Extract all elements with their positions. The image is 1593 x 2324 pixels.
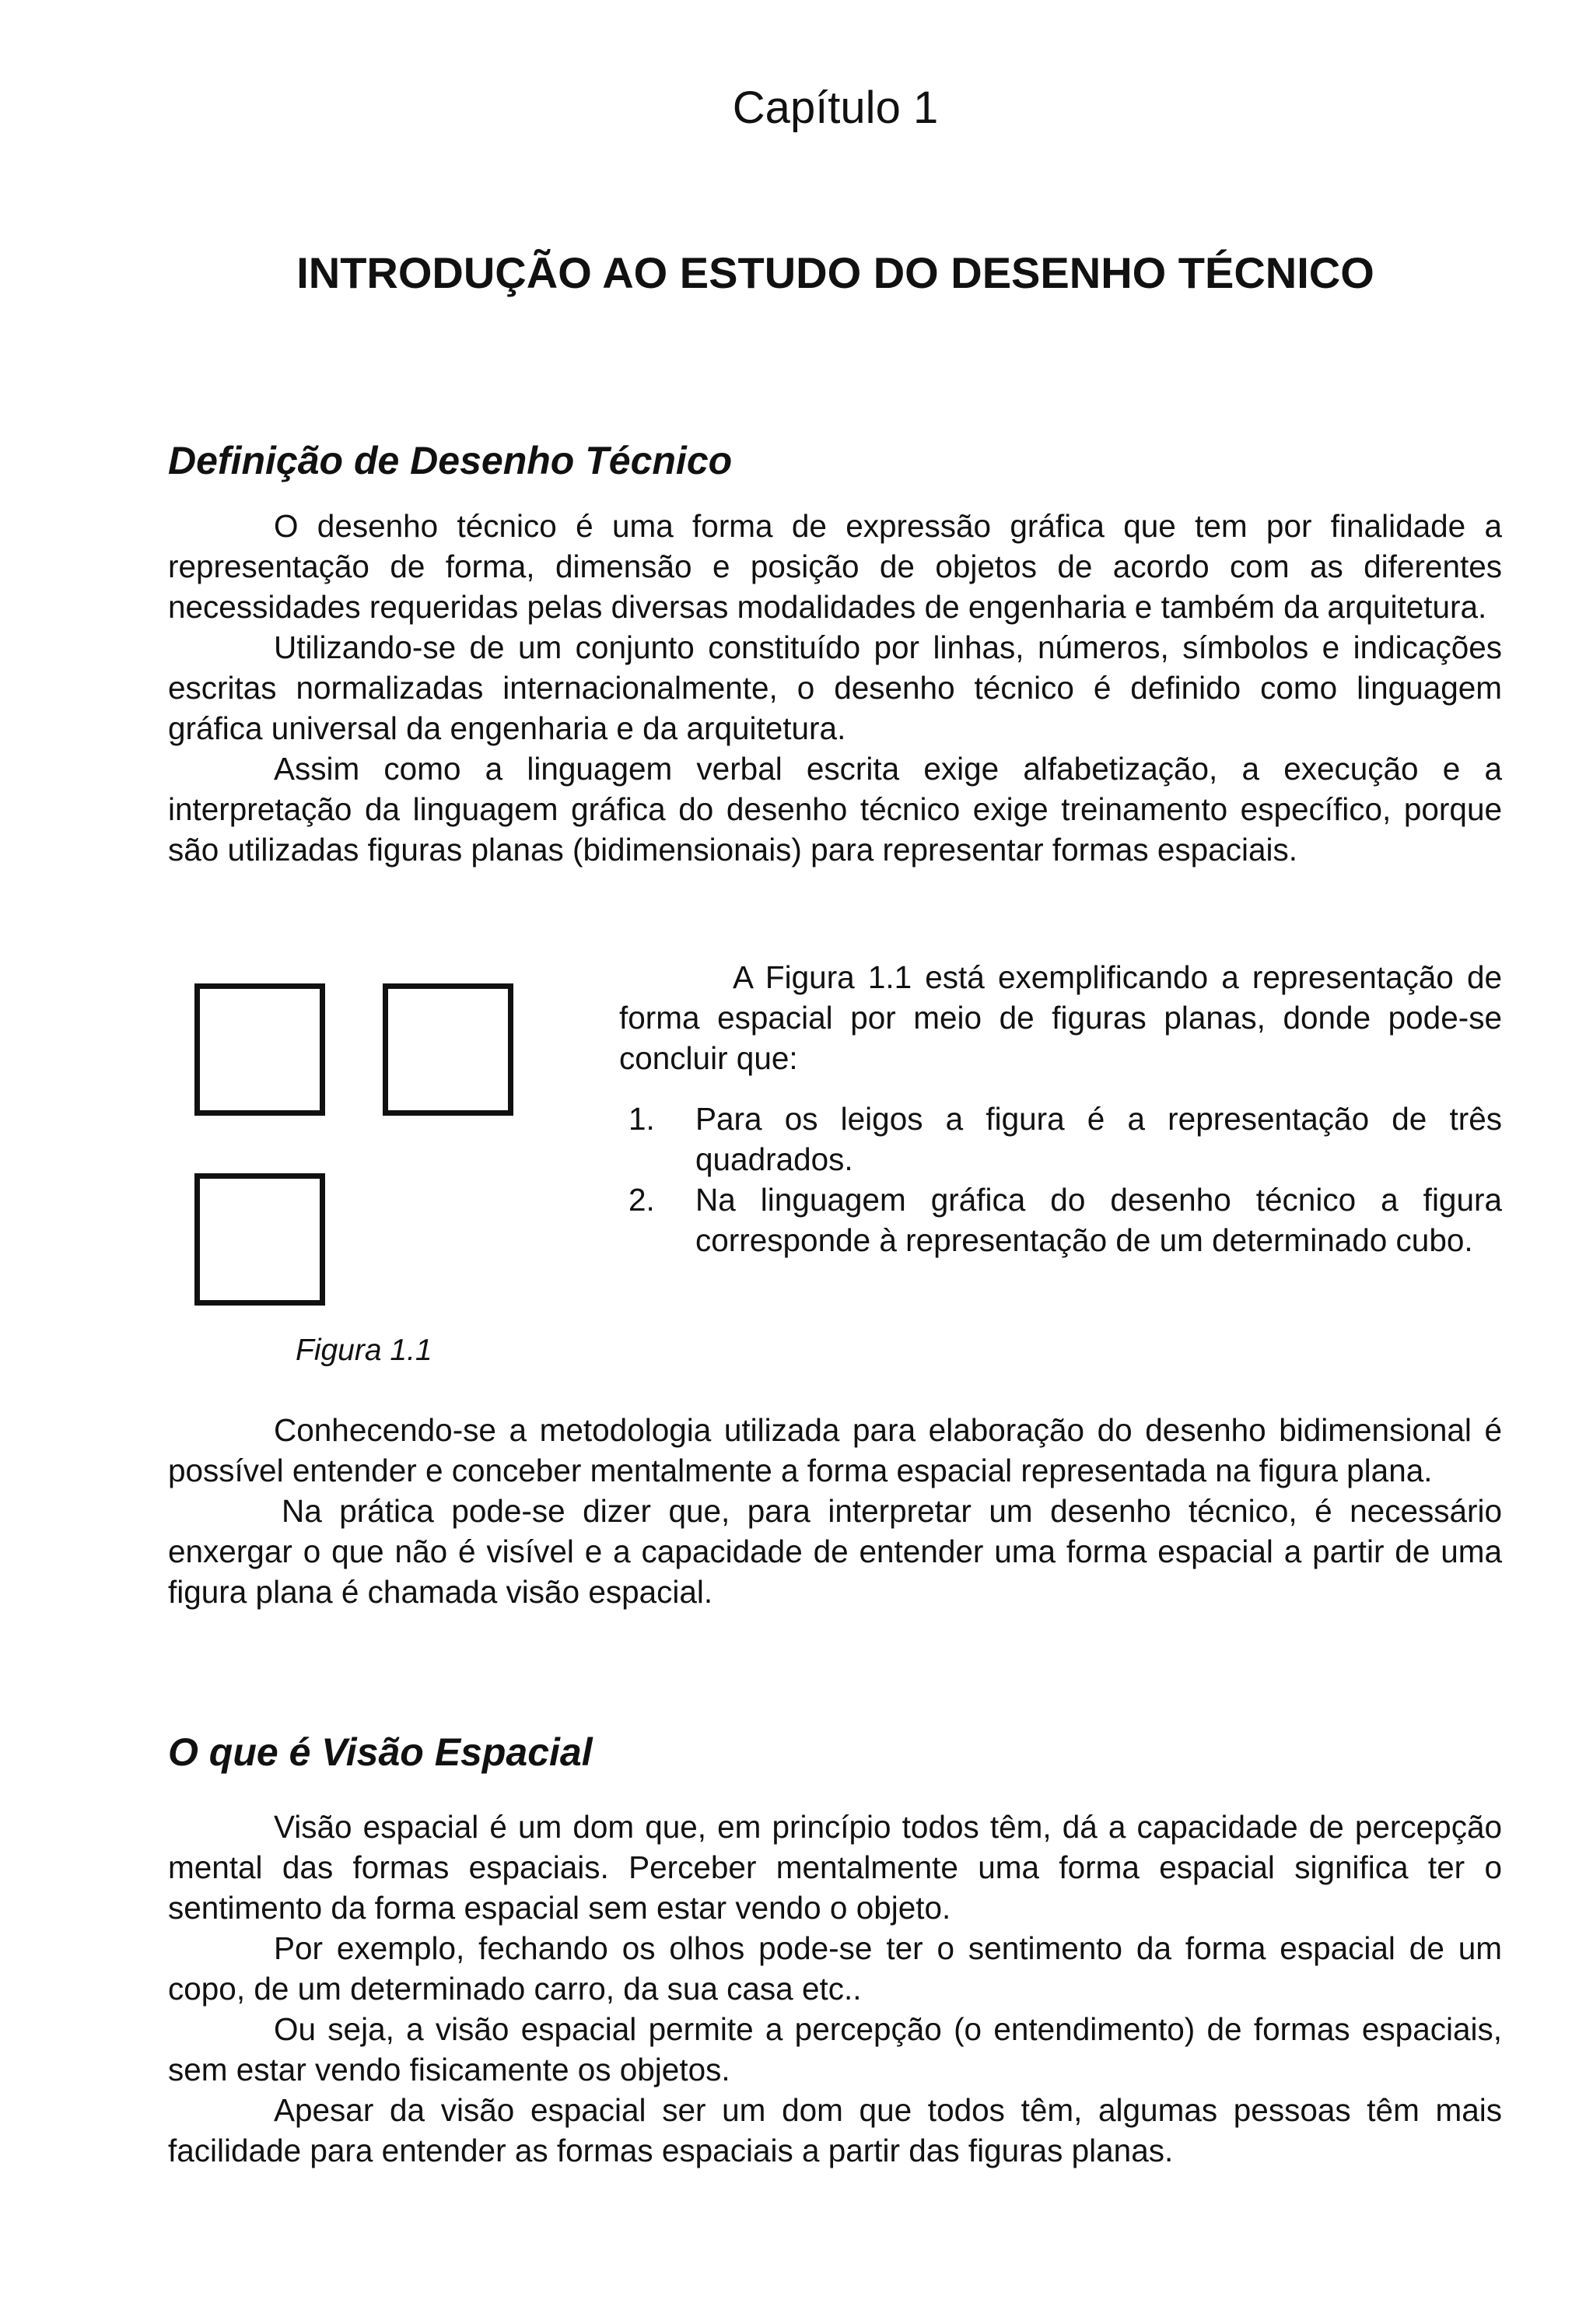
conclusion-list [619,1099,1502,1260]
figure-intro-paragraph: A Figura 1.1 está exemplificando a representação de forma espacial por meio de figuras planas, donde pode-se concluir que: [619,959,1502,1076]
section-heading-visao-espacial: O que é Visão Espacial [168,1730,593,1774]
methodology-paragraphs [168,1410,1502,1612]
figure-caption: Figura 1.1 [296,1334,432,1367]
paragraph: Assim como a linguagem verbal escrita exige alfabetização, a execução e a interpretação da linguagem gráfica do desenho técnico exige treinamento específico, porque são utilizadas figuras planas (bidimensionais) para representar formas espaciais. [168,751,1502,868]
section-heading-definicao: Definição de Desenho Técnico [168,439,733,482]
paragraph: Utilizando-se de um conjunto constituído por linhas, números, símbolos e indicações escritas normalizadas internacionalmente, o desenho técnico é definido como linguagem gráfica universal da engenharia e da arquitetura. [168,629,1502,746]
list-item [619,1180,1502,1260]
figure-square-top-left [194,983,325,1116]
list-item-text: Para os leigos a figura é a representação de três quadrados. [695,1101,1502,1177]
visao-espacial-paragraphs [168,1807,1502,2171]
paragraph: Por exemplo, fechando os olhos pode-se ter o sentimento da forma espacial de um copo, de um determinado carro, da sua casa etc.. [168,1930,1502,2007]
list-item-number: 2. [628,1182,655,1218]
figure-square-top-right [383,983,513,1116]
list-item-text: Na linguagem gráfica do desenho técnico a figura corresponde à representação de um determinado cubo. [695,1182,1502,1258]
paragraph: Visão espacial é um dom que, em princípio todos têm, dá a capacidade de percepção mental das formas espaciais. Perceber mentalmente uma forma espacial significa ter o sentimento da forma espacial sem estar vendo o objeto. [168,1809,1502,1926]
paragraph: Ou seja, a visão espacial permite a percepção (o entendimento) de formas espaciais, sem estar vendo fisicamente os objetos. [168,2011,1502,2087]
list-item-number: 1. [628,1101,655,1137]
figure-square-bottom-left [194,1173,325,1306]
paragraph: Na prática pode-se dizer que, para interpretar um desenho técnico, é necessário enxergar o que não é visível e a capacidade de entender uma forma espacial a partir de uma figura plana é chamada visão espacial. [168,1493,1502,1610]
figure-description [619,957,1502,1260]
chapter-label: Capítulo 1 [732,82,939,133]
paragraph: Conhecendo-se a metodologia utilizada para elaboração do desenho bidimensional é possível entender e conceber mentalmente a forma espacial representada na figura plana. [168,1412,1502,1488]
definition-paragraphs [168,506,1502,870]
paragraph: O desenho técnico é uma forma de expressão gráfica que tem por finalidade a representação de forma, dimensão e posição de objetos de acordo com as diferentes necessidades requeridas pelas diversas modalidades de engenharia e também da arquitetura. [168,508,1502,625]
list-item [619,1099,1502,1180]
paragraph: Apesar da visão espacial ser um dom que todos têm, algumas pessoas têm mais facilidade para entender as formas espaciais a partir das figuras planas. [168,2092,1502,2168]
page-title: INTRODUÇÃO AO ESTUDO DO DESENHO TÉCNICO [296,248,1374,297]
